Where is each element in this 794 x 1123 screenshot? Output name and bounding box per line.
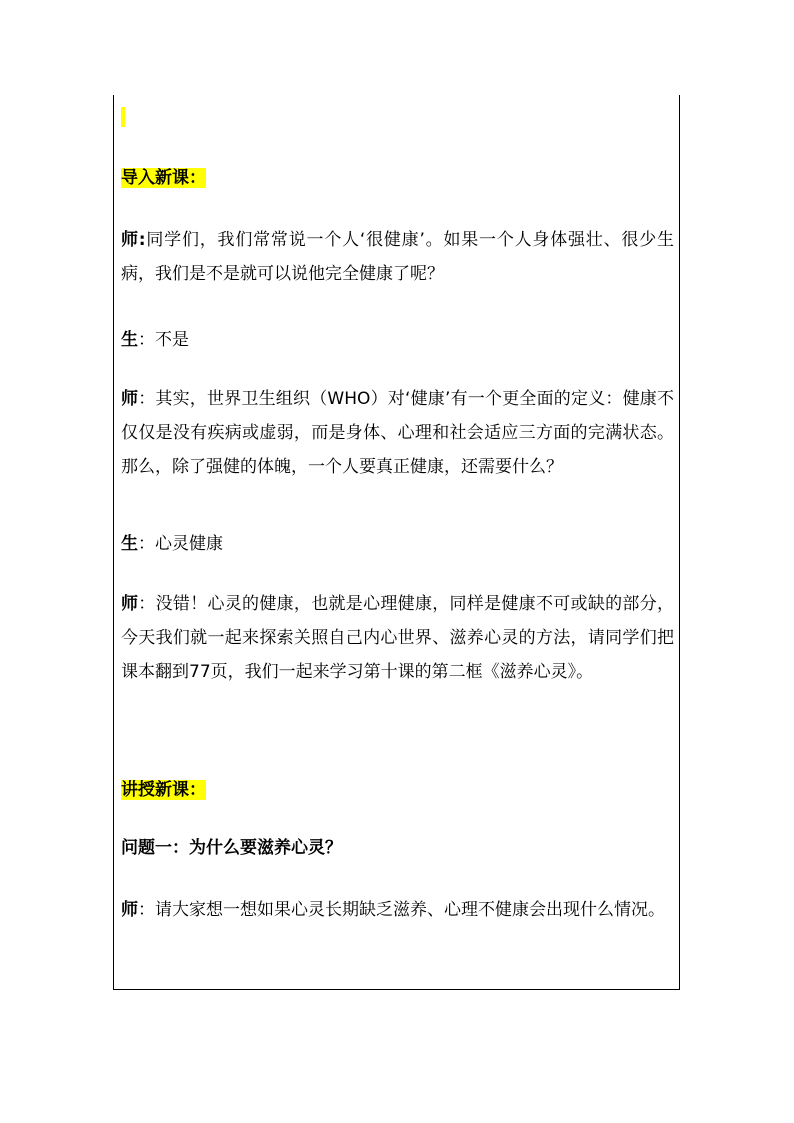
paragraph-text: ：其实，世界卫生组织（WHO）对‘健康’有一个更全面的定义：健康不仅仅是没有疾病或虚弱，而是身体、心理和社会适应三方面的完满状态。那么，除了强健的体魄，一个人要真正健康，还需要什么？ [121, 389, 675, 477]
teach-heading-text: 讲授新课： [121, 780, 206, 800]
paragraph-teacher-3 [121, 587, 674, 689]
question-text: 问题一：为什么要滋养心灵？ [121, 838, 342, 858]
paragraph-text: ：心灵健康 [138, 534, 223, 554]
speaker-label: 师 [121, 389, 139, 409]
speaker-label: 生 [121, 330, 138, 350]
speaker-label: 生 [121, 534, 138, 554]
paragraph-text: 同学们，我们常常说一个人‘很健康’。如果一个人身体强壮、很少生病，我们是不是就可以说他完全健康了呢？ [121, 230, 674, 284]
paragraph-teacher-4 [121, 893, 674, 927]
paragraph-text: ：请大家想一想如果心灵长期缺乏滋养、心理不健康会出现什么情况。 [138, 900, 665, 920]
lesson-table-cell [113, 95, 680, 990]
paragraph-teacher-2 [121, 382, 674, 484]
speaker-label: 师 [121, 594, 139, 614]
highlight-mark [121, 107, 125, 127]
paragraph-text: ：没错！心灵的健康，也就是心理健康，同样是健康不可或缺的部分，今天我们就一起来探索关照自己内心世界、滋养心灵的方法，请同学们把课本翻到77页，我们一起来学习第十课的第二框《滋养心灵》。 [121, 594, 675, 682]
speaker-label: 师 [121, 900, 138, 920]
paragraph-text: ：不是 [138, 330, 189, 350]
question-heading [121, 831, 674, 865]
paragraph-student-2 [121, 527, 674, 561]
paragraph-student-1 [121, 323, 674, 357]
intro-heading-text: 导入新课： [121, 168, 206, 188]
speaker-label: 师: [121, 230, 146, 250]
paragraph-teacher-1 [121, 223, 674, 291]
teach-heading [121, 773, 674, 807]
intro-heading [121, 161, 674, 195]
